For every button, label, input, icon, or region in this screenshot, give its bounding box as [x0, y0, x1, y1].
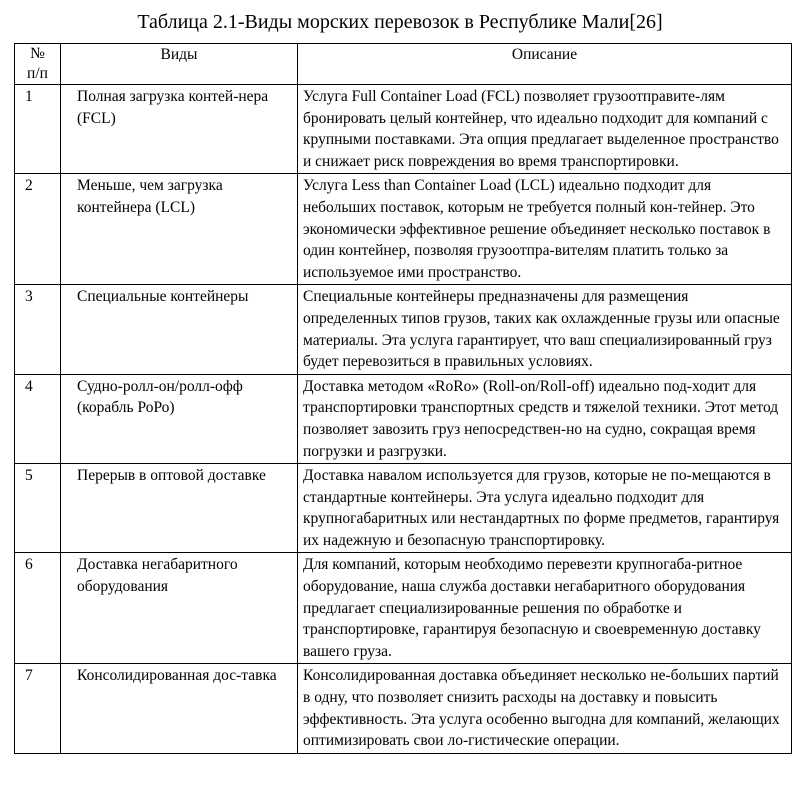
row-description: Специальные контейнеры предназначены для размещения определенных типов грузов, таких как охлажденные грузы или опасные материалы. Эта услуга гарантирует, что ваш специализированный груз будет перевозиться в правильных условиях. [298, 285, 792, 374]
row-type: Консолидированная дос-тавка [61, 664, 298, 753]
row-type: Специальные контейнеры [61, 285, 298, 374]
shipping-types-table [14, 43, 792, 754]
table-row [15, 664, 792, 753]
row-description: Услуга Less than Container Load (LCL) идеально подходит для небольших поставок, которым не требуется полный кон-тейнер. Это экономически эффективное решение объединяет несколько поставок в один контейнер, позволяя грузоотпра-вителям платить только за используемое ими пространство. [298, 174, 792, 285]
table-row [15, 553, 792, 664]
row-number: 7 [15, 664, 61, 753]
row-type: Доставка негабаритного оборудования [61, 553, 298, 664]
row-type: Меньше, чем загрузка контейнера (LCL) [61, 174, 298, 285]
header-number-line2: п/п [27, 65, 48, 82]
table-row [15, 374, 792, 463]
table-row [15, 85, 792, 174]
table-header-row [15, 44, 792, 85]
row-number: 1 [15, 85, 61, 174]
table-row [15, 285, 792, 374]
row-number: 3 [15, 285, 61, 374]
table-row [15, 464, 792, 553]
row-type: Перерыв в оптовой доставке [61, 464, 298, 553]
row-number: 5 [15, 464, 61, 553]
row-description: Доставка методом «RoRo» (Roll-on/Roll-off) идеально под-ходит для транспортировки транспортных средств и тяжелой техники. Этот метод позволяет завозить груз непосредствен-но на судно, сокращая время погрузки и разгрузки. [298, 374, 792, 463]
table-caption: Таблица 2.1-Виды морских перевозок в Республике Мали[26] [137, 11, 663, 33]
header-description: Описание [298, 44, 792, 85]
row-number: 4 [15, 374, 61, 463]
row-description: Для компаний, которым необходимо перевезти крупногаба-ритное оборудование, наша служба доставки негабаритного оборудования предлагает специализированные решения по обработке и транспортировке, гарантируя безопасную и своевременную доставку вашего груза. [298, 553, 792, 664]
row-type: Полная загрузка контей-нера (FCL) [61, 85, 298, 174]
row-description: Доставка навалом используется для грузов, которые не по-мещаются в стандартные контейнеры. Эта услуга идеально подходит для крупногабаритных или нестандартных по форме предметов, гарантируя их надежную и безопасную транспортировку. [298, 464, 792, 553]
row-number: 2 [15, 174, 61, 285]
table-row [15, 174, 792, 285]
header-type: Виды [61, 44, 298, 85]
row-description: Консолидированная доставка объединяет несколько не-больших партий в одну, что позволяет снизить расходы на доставку и повысить эффективность. Эта услуга особенно выгодна для компаний, желающих оптимизировать свои ло-гистические операции. [298, 664, 792, 753]
header-number [15, 44, 61, 85]
header-number-line1: № [30, 45, 45, 62]
row-description: Услуга Full Container Load (FCL) позволяет грузоотправите-лям бронировать целый контейнер, что идеально подходит для компаний с крупными поставками. Эта опция предлагает выделенное пространство и снижает риск повреждения во время транспортировки. [298, 85, 792, 174]
row-number: 6 [15, 553, 61, 664]
row-type: Судно-ролл-он/ролл-офф (корабль РоРо) [61, 374, 298, 463]
